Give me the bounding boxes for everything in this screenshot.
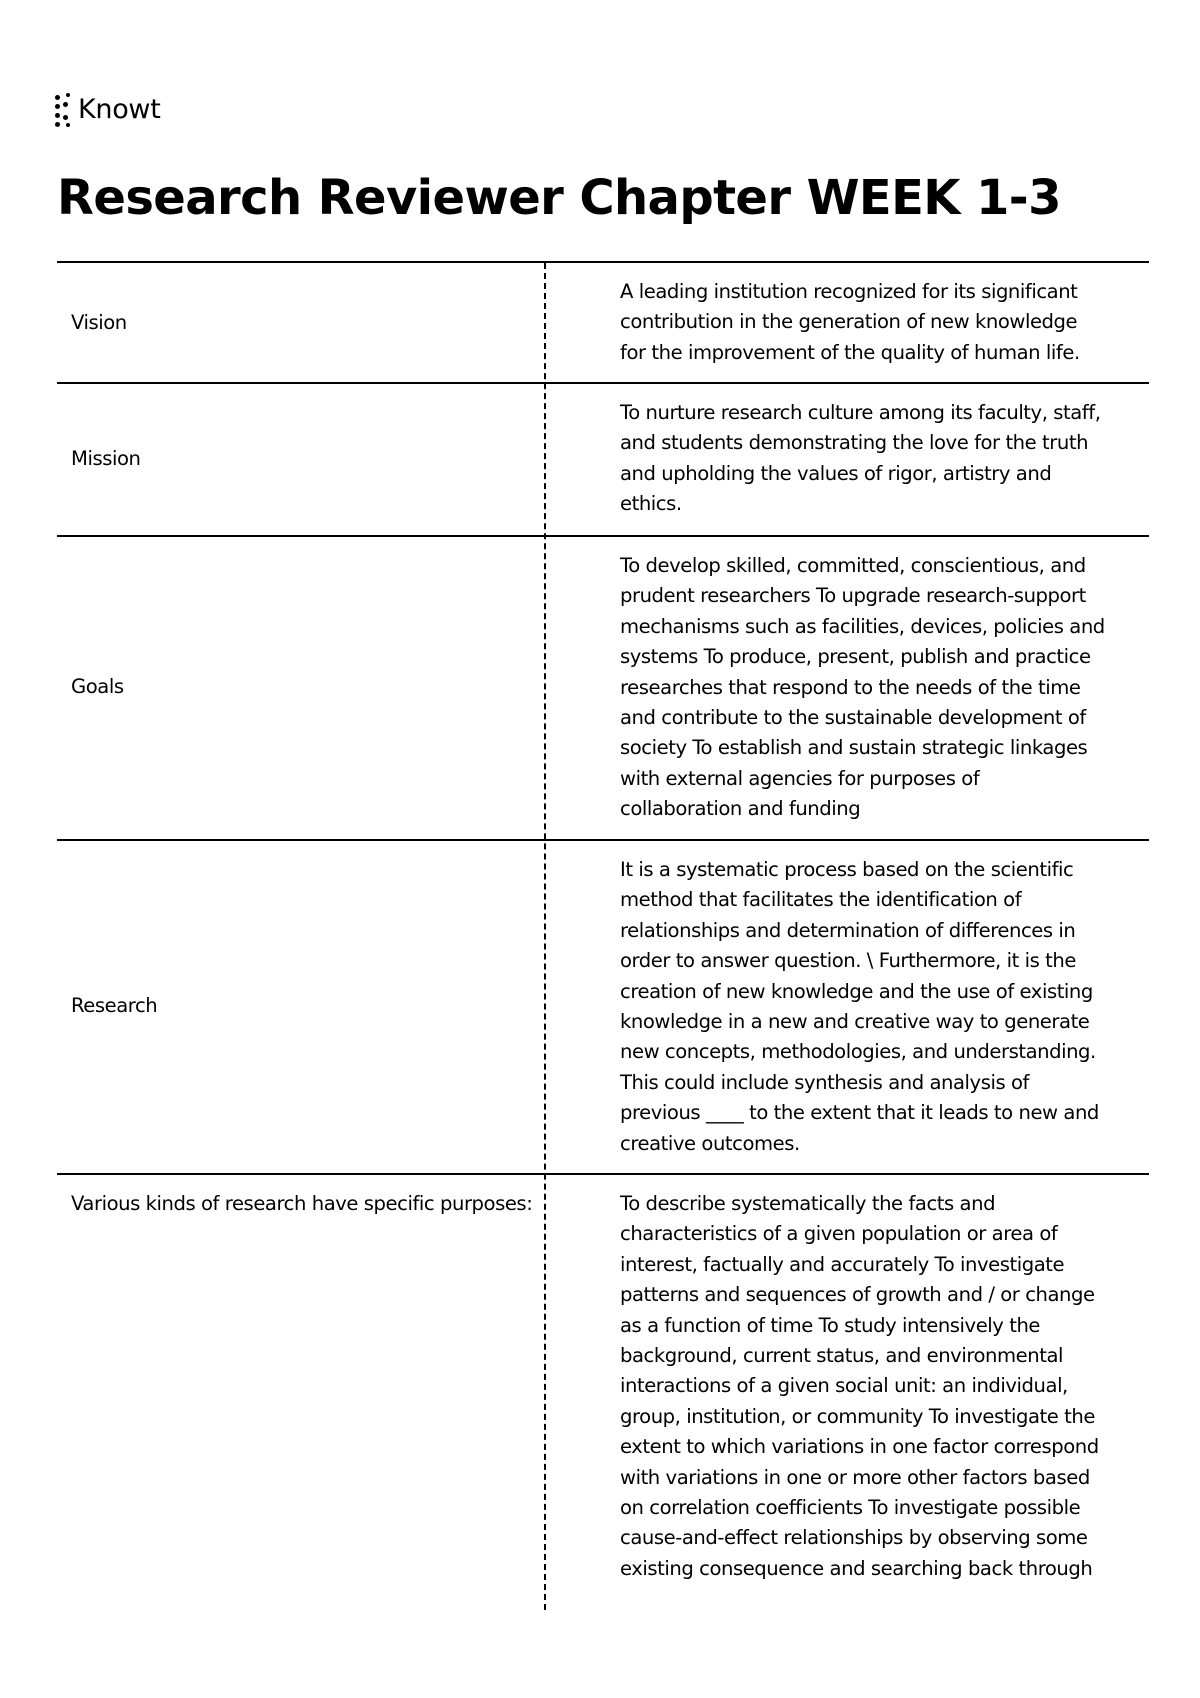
definition-cell: To nurture research culture among its faculty, staff, and students demonstrating the love for the truth and upholding the values of rigor, artistry and ethics. [620,401,1101,516]
column-divider [544,263,546,1610]
definition-cell: It is a systematic process based on the scientific method that facilitates the identification of relationships and determination of differences in order to answer question. \ Furthermore, it is the creation of new knowledge and the use of existing knowledge in a new and creative way to generate new concepts, methodologies, and understanding. This could include synthesis and analysis of previous ____ to the extent that it leads to new and creative outcomes. [620,858,1099,1155]
brand-name: Knowt [78,94,161,125]
term-cell: Research [71,994,158,1017]
term-cell: Mission [71,447,141,470]
table-row [57,261,1149,382]
term-cell: Various kinds of research have specific purposes: [71,1192,533,1215]
term-cell: Goals [71,675,124,698]
table-row [57,382,1149,535]
page-title: Research Reviewer Chapter WEEK 1-3 [57,170,1061,226]
table-row [57,839,1149,1173]
definition-cell: To develop skilled, committed, conscientious, and prudent researchers To upgrade research-support mechanisms such as facilities, devices, policies and systems To produce, present, publish and practice researches that respond to the needs of the time and contribute to the sustainable development of society To establish and sustain strategic linkages with external agencies for purposes of collaboration and funding [620,554,1105,821]
knowt-logo [55,93,161,127]
table-row [57,535,1149,839]
dotted-k-logo-icon [55,93,71,127]
definition-cell: A leading institution recognized for its significant contribution in the generation of new knowledge for the improvement of the quality of human life. [620,280,1080,364]
table-row [57,1173,1149,1613]
definition-cell: To describe systematically the facts and characteristics of a given population or area of interest, factually and accurately To investigate patterns and sequences of growth and / or change as a function of time To study intensively the background, current status, and environmental interactions of a given social unit: an individual, group, institution, or community To investigate the extent to which variations in one factor correspond with variations in one or more other factors based on correlation coefficients To investigate possible cause-and-effect relationships by observing some existing consequence and searching back through [620,1192,1099,1580]
term-cell: Vision [71,311,127,334]
